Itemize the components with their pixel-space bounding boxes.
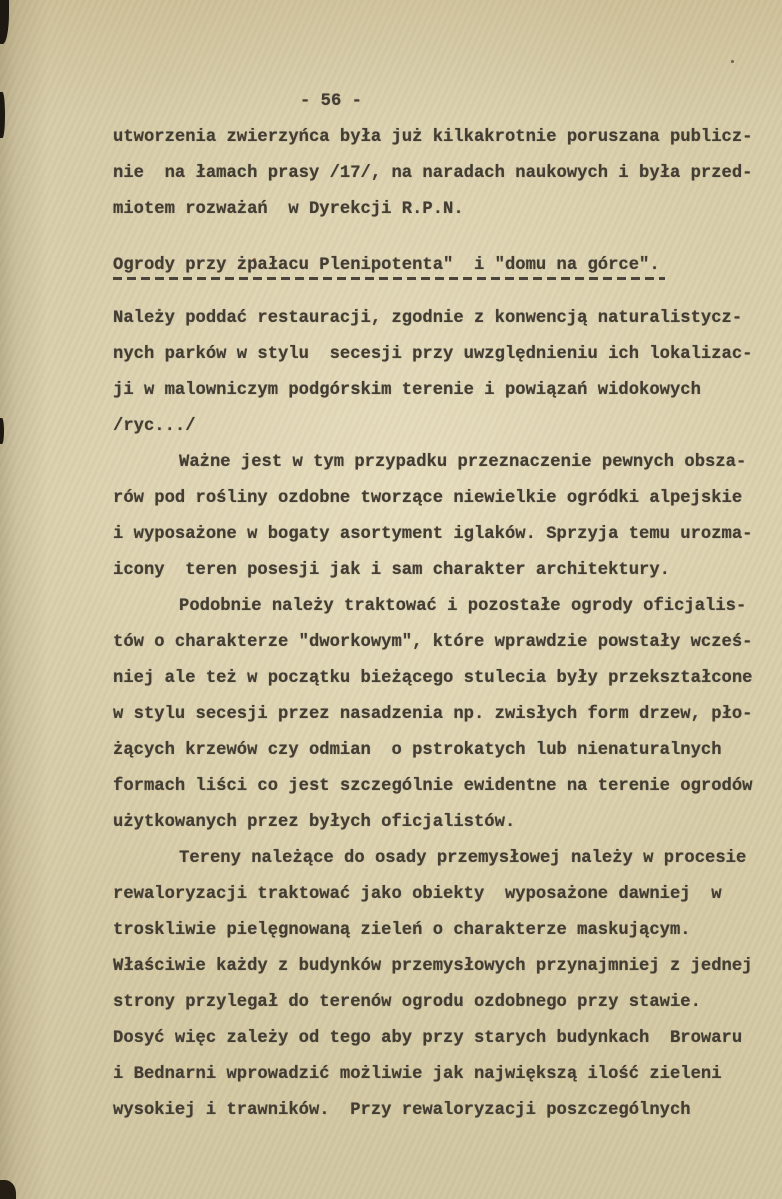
text-line: w stylu secesji przez nasadzenia np. zwisłych form drzew, pło- xyxy=(113,705,753,724)
text-line: formach liści co jest szczególnie ewidentne na terenie ogrodów xyxy=(113,777,753,796)
paragraph xyxy=(113,445,761,589)
text-line: niej ale też w początku bieżącego stulecia były przekształcone xyxy=(113,669,753,688)
text-line: Tereny należące do osady przemysłowej należy w procesie xyxy=(179,849,747,868)
text-line: nych parków w stylu secesji przy uwzględnieniu ich lokalizac- xyxy=(113,345,753,364)
text-line: Właściwie każdy z budynków przemysłowych przynajmniej z jednej xyxy=(113,957,753,976)
text-line: użytkowanych przez byłych oficjalistów. xyxy=(113,813,516,832)
scan-mark-top-left xyxy=(0,0,9,44)
text-line: Ważne jest w tym przypadku przeznaczenie pewnych obsza- xyxy=(179,453,747,472)
page-number: - 56 - xyxy=(300,92,362,111)
text-line: rów pod rośliny ozdobne tworzące niewielkie ogródki alpejskie xyxy=(113,489,743,508)
scan-mark-bottom-left xyxy=(0,1180,16,1199)
text-line: Dosyć więc zależy od tego aby przy starych budynkach Browaru xyxy=(113,1029,743,1048)
scan-mark-left-edge-upper xyxy=(0,92,5,138)
text-line: Podobnie należy traktować i pozostałe ogrody oficjalis- xyxy=(179,597,747,616)
text-line: i wyposażone w bogaty asortyment iglaków. Sprzyja temu urozma- xyxy=(113,525,753,544)
paragraph xyxy=(113,589,761,841)
text-line: ji w malowniczym podgórskim terenie i powiązań widokowych xyxy=(113,381,701,400)
scan-mark-left-edge-mid xyxy=(0,418,4,444)
text-line: strony przylegał do terenów ogrodu ozdobnego przy stawie. xyxy=(113,993,701,1012)
text-line: tów o charakterze "dworkowym", które wprawdzie powstały wcześ- xyxy=(113,633,753,652)
text-line: i Bednarni wprowadzić możliwie jak największą ilość zieleni xyxy=(113,1065,722,1084)
text-line: utworzenia zwierzyńca była już kilkakrotnie poruszana publicz- xyxy=(113,128,753,147)
section-heading: Ogrody przy żpałacu Plenipotenta" i "domu na górce". xyxy=(113,256,660,275)
text-line: nie na łamach prasy /17/, na naradach naukowych i była przed- xyxy=(113,164,753,183)
text-line: miotem rozważań w Dyrekcji R.P.N. xyxy=(113,200,464,219)
text-line: wysokiej i trawników. Przy rewaloryzacji poszczególnych xyxy=(113,1101,691,1120)
text-line: żących krzewów czy odmian o pstrokatych lub nienaturalnych xyxy=(113,741,722,760)
scan-speck-grey xyxy=(731,60,734,63)
text-line: /ryc.../ xyxy=(113,417,196,436)
text-line: rewaloryzacji traktować jako obiekty wyposażone dawniej w xyxy=(113,885,722,904)
paragraph xyxy=(113,841,761,1129)
text-line: troskliwie pielęgnowaną zieleń o charakterze maskującym. xyxy=(113,921,691,940)
paragraph xyxy=(113,120,761,228)
document-body xyxy=(113,84,761,1129)
text-line: icony teren posesji jak i sam charakter architektury. xyxy=(113,561,670,580)
paragraph xyxy=(113,301,761,445)
text-line: Należy poddać restauracji, zgodnie z konwencją naturalistycz- xyxy=(113,309,743,328)
